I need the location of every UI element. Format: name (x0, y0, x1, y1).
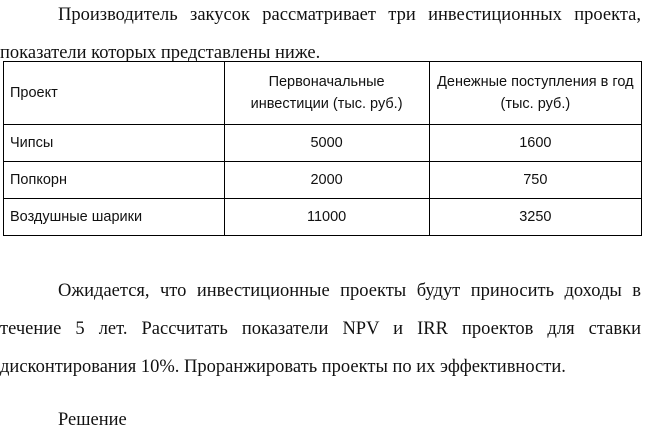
table-header-row (4, 62, 642, 125)
projects-table (3, 61, 642, 236)
cell-project-name: Воздушные шарики (4, 199, 225, 236)
intro-line-1: Производитель закусок рассматривает три инвестиционных проекта, (58, 5, 641, 25)
task-line-2: течение 5 лет. Рассчитать показатели NPV и IRR проектов для ставки (0, 319, 641, 339)
cell-investment: 11000 (224, 199, 429, 236)
solution-heading: Решение (58, 410, 127, 430)
cell-investment: 5000 (224, 125, 429, 162)
header-project: Проект (4, 62, 225, 125)
cell-investment: 2000 (224, 162, 429, 199)
table-row (4, 199, 642, 236)
task-line-3: дисконтирования 10%. Проранжировать проекты по их эффективности. (0, 357, 566, 377)
task-line-1: Ожидается, что инвестиционные проекты будут приносить доходы в (58, 281, 641, 301)
cell-cash-inflow: 3250 (429, 199, 641, 236)
task-paragraph (0, 276, 641, 390)
intro-line-2: показатели которых представлены ниже. (0, 43, 321, 63)
cell-cash-inflow: 750 (429, 162, 641, 199)
header-annual-cash-inflow: Денежные поступления в год (тыс. руб.) (429, 62, 641, 125)
table-row (4, 162, 642, 199)
cell-cash-inflow: 1600 (429, 125, 641, 162)
table-row (4, 125, 642, 162)
cell-project-name: Чипсы (4, 125, 225, 162)
cell-project-name: Попкорн (4, 162, 225, 199)
header-initial-investment: Первоначальные инвестиции (тыс. руб.) (224, 62, 429, 125)
